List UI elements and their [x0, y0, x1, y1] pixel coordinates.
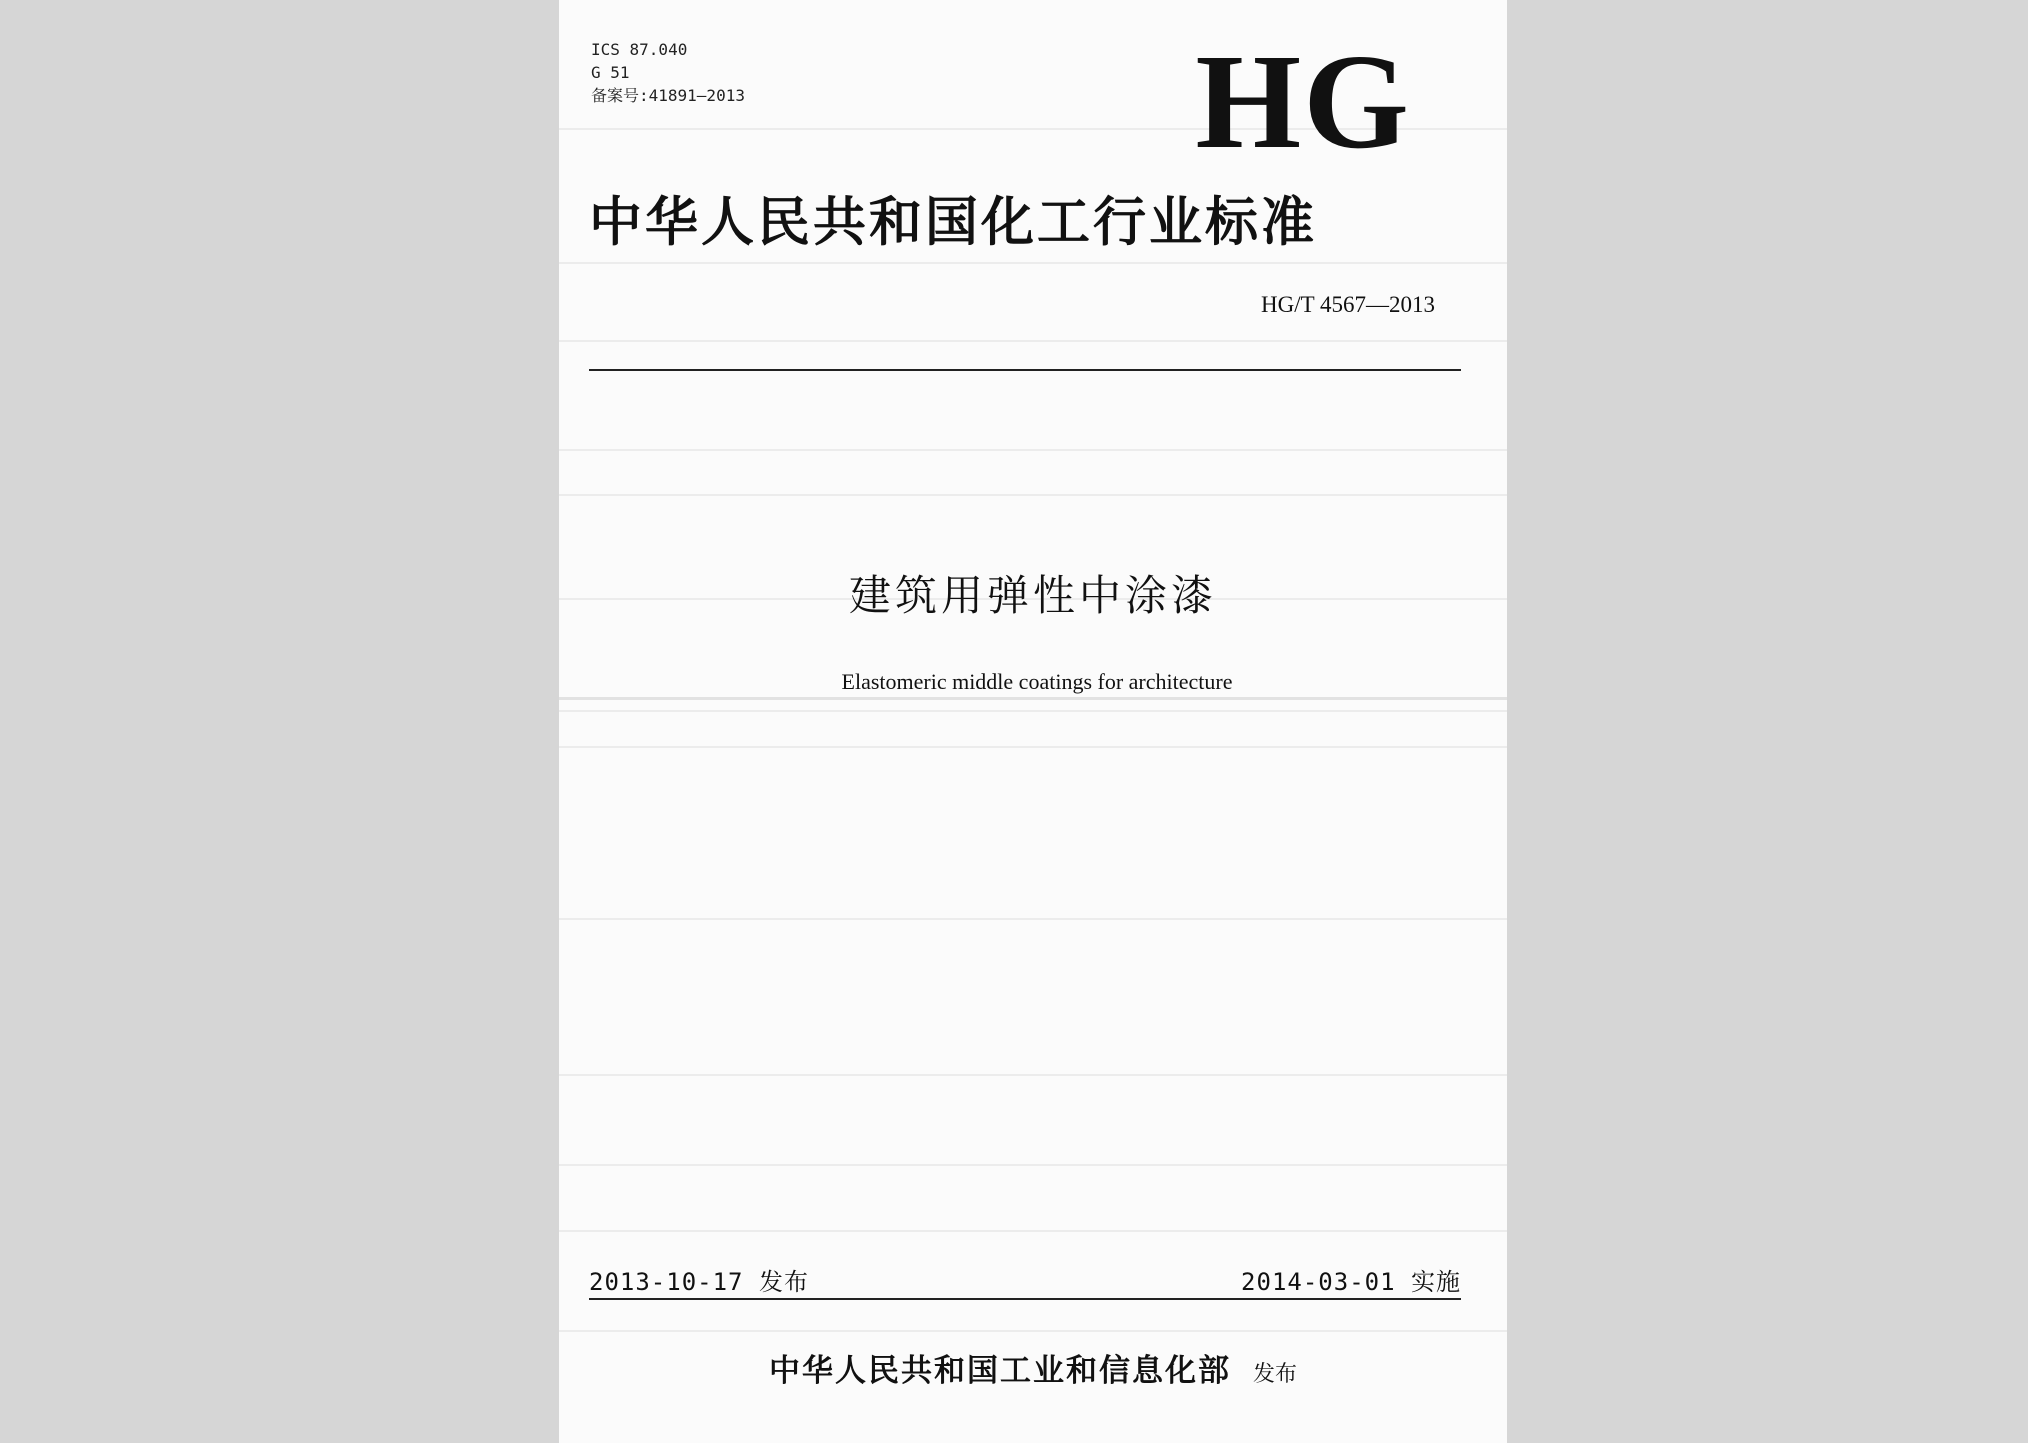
document-title-english: Elastomeric middle coatings for architecture: [841, 669, 1233, 694]
scan-streak: [559, 697, 1507, 700]
scan-streak: [559, 262, 1507, 264]
ccs-code: G 51: [591, 63, 630, 82]
record-number: 备案号:41891—2013: [591, 86, 745, 105]
issuer-name: 中华人民共和国工业和信息化部: [768, 1353, 1231, 1389]
header-divider: [589, 369, 1461, 371]
standard-title: 中华人民共和国化工行业标准: [589, 192, 1317, 253]
ics-code: ICS 87.040: [591, 40, 688, 59]
scan-streak: [559, 746, 1507, 748]
scan-streak: [559, 1164, 1507, 1166]
issuing-authority: [559, 1345, 1507, 1390]
scan-streak: [559, 340, 1507, 342]
scan-streak: [559, 494, 1507, 496]
scan-streak: [559, 449, 1507, 451]
issuer-suffix: 发布: [1252, 1362, 1297, 1387]
footer-divider: [589, 1298, 1461, 1300]
document-title-chinese: 建筑用弹性中涂漆: [848, 571, 1217, 620]
scan-streak: [559, 1230, 1507, 1232]
implementation-date: 2014-03-01 实施: [1241, 1268, 1461, 1296]
cover-page: [559, 0, 1507, 1443]
hg-logo: HG: [1195, 27, 1411, 177]
scan-streak: [559, 710, 1507, 712]
scan-streak: [559, 918, 1507, 920]
standard-code: HG/T 4567—2013: [1261, 292, 1435, 317]
classification-block: [591, 38, 745, 107]
issue-date: 2013-10-17 发布: [589, 1268, 809, 1296]
scan-streak: [559, 1330, 1507, 1332]
scan-streak: [559, 1074, 1507, 1076]
